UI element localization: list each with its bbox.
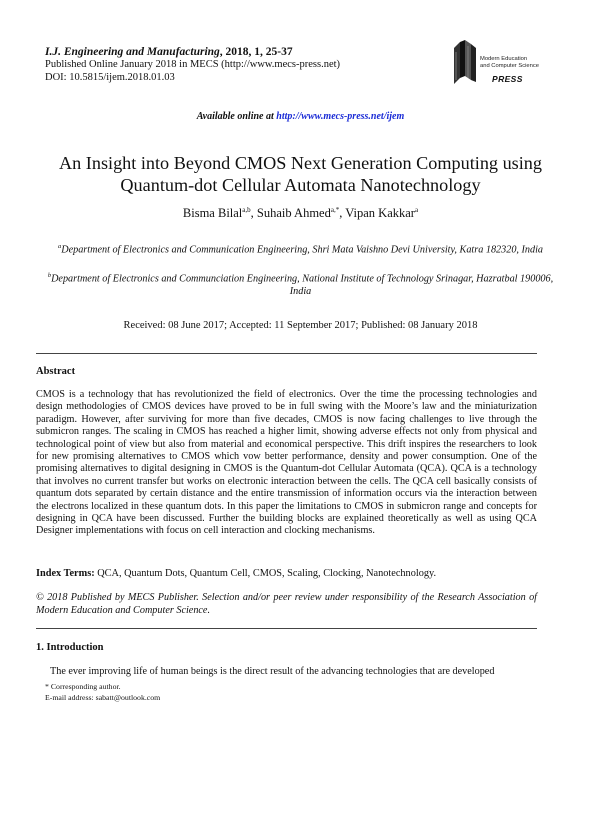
journal-name: I.J. Engineering and Manufacturing xyxy=(45,46,220,58)
published-online: Published Online January 2018 in MECS (http://www.mecs-press.net) xyxy=(45,59,341,70)
journal-header xyxy=(45,45,445,84)
affiliation-text: Department of Electronics and Communciation Engineering, National Institute of Technology Srinagar, Hazratbal 190006, India xyxy=(51,273,554,298)
journal-citation xyxy=(45,45,445,59)
journal-issue: , 2018, 1, 25-37 xyxy=(219,46,293,58)
section-heading: 1. Introduction xyxy=(36,642,104,653)
footnote-corresponding: * Corresponding author. xyxy=(45,682,121,691)
author-affil-mark: a,* xyxy=(330,206,340,214)
divider xyxy=(36,628,537,629)
index-terms-label: Index Terms: xyxy=(36,568,95,579)
publisher-logo xyxy=(452,38,542,88)
paper-title xyxy=(30,152,571,196)
index-terms-text: QCA, Quantum Dots, Quantum Cell, CMOS, Scaling, Clocking, Nanotechnology. xyxy=(94,568,437,579)
affiliation-mark: b xyxy=(47,272,52,279)
index-terms xyxy=(36,568,537,579)
copyright-notice: © 2018 Published by MECS Publisher. Selection and/or peer review under responsibility of the Research Association of Modern Education and Computer Science. xyxy=(36,592,537,616)
footnote-email: E-mail address: sabatt@outlook.com xyxy=(45,693,161,702)
logo-line-1: Modern Education xyxy=(480,56,528,62)
abstract-text: CMOS is a technology that has revolutionized the field of electronics. Over the time the processing technologies and design methodologies of CMOS devices have proved to be in full swing with the Moore’s law and the miniaturization paradigm. However, after surviving for more than five decades, CMOS is now facing challenges to live through the submicron ranges. The scaling in CMOS has reached a higher limit, showing adverse effects not only from physical and technological point of view but also from material and economical perspective. This drift inspires the researchers to look for new promising alternatives to CMOS which vow better performance, density and power consumption. One of the promising alternatives to digital designing in CMOS is the Quantum-dot Cellular Automata (QCA). QCA is a technology that involves no current transfer but works on electronic interaction between the cells. The QCA cell basically consists of quantum dots separated by certain distance and the entire transmission of information occurs via the interaction between the electrons localized in these quantum dots. In this paper the limitations to CMOS in submicron range and concepts for designing in QCA have been discussed. Further the building blocks are explained theoretically as well as using QCA Designer implementations with focus on cell interaction and clocking mechanisms. xyxy=(36,389,537,537)
abstract-heading: Abstract xyxy=(36,366,76,377)
author-list: Bisma Bilal$^{a,b}$, Suhaib Ahmed$^{a,*}$, Vipan Kakkar$^a$ xyxy=(182,206,419,221)
author-name: Suhaib Ahmed xyxy=(256,206,331,221)
availability-prefix: Available online at xyxy=(196,111,277,122)
author-affil-mark: a,b xyxy=(242,206,251,214)
availability-line xyxy=(0,111,601,122)
affiliation-mark: a xyxy=(57,243,62,250)
logo-line-2: and Computer Science xyxy=(480,62,539,69)
divider xyxy=(36,353,537,354)
author-name: Vipan Kakkar xyxy=(345,206,415,221)
logo-press: PRESS xyxy=(492,74,523,84)
logo-text xyxy=(480,56,539,69)
affiliation-text: Department of Electronics and Communication Engineering, Shri Mata Vaishno Devi University, Katra 182320, India xyxy=(61,244,544,256)
author-affil-mark: a xyxy=(414,206,419,214)
books-icon xyxy=(452,38,478,84)
section-text: The ever improving life of human beings is the direct result of the advancing technologies that are developed xyxy=(50,666,495,677)
journal-link[interactable]: http://www.mecs-press.net/ijem xyxy=(276,111,405,122)
doi: DOI: 10.5815/ijem.2018.01.03 xyxy=(45,71,175,83)
publication-dates: Received: 08 June 2017; Accepted: 11 September 2017; Published: 08 January 2018 xyxy=(123,320,478,331)
title-line-1: An Insight into Beyond CMOS Next Generation Computing using xyxy=(59,153,542,173)
title-line-2: Quantum-dot Cellular Automata Nanotechnology xyxy=(120,175,481,195)
affiliation-a xyxy=(45,240,556,256)
affiliation-b xyxy=(45,269,556,298)
author-name: Bisma Bilal xyxy=(182,206,243,221)
